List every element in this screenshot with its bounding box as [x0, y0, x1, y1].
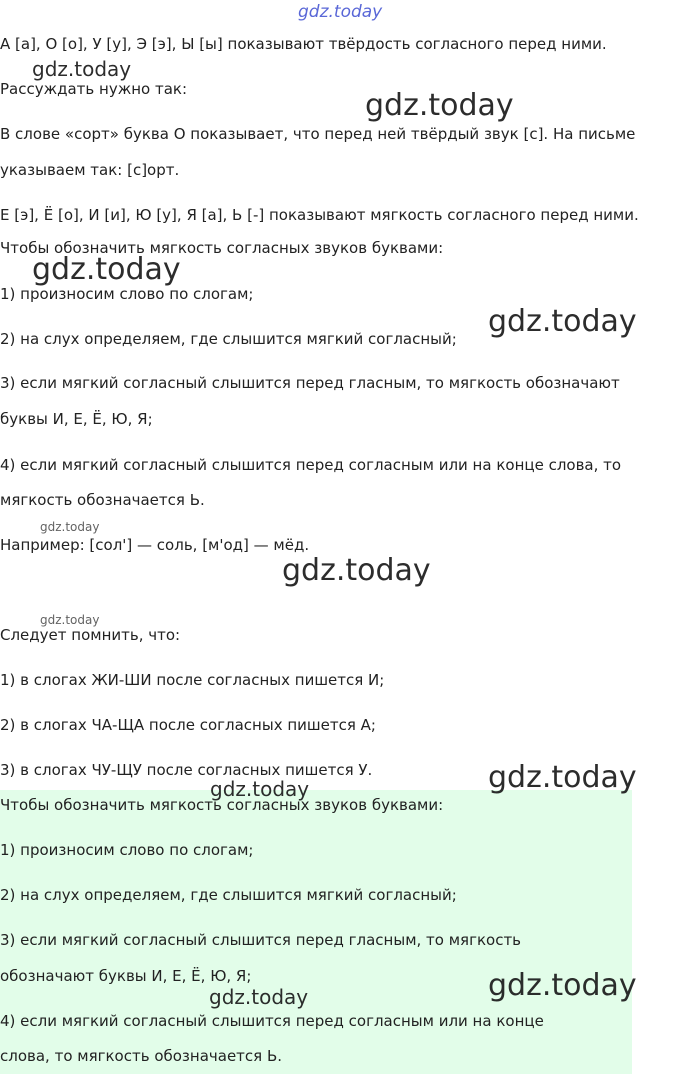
watermark: gdz.today	[40, 613, 100, 627]
text-line: Следует помнить, что:	[0, 626, 181, 644]
text-line: 1) произносим слово по слогам;	[0, 285, 254, 303]
text-line: А [а], О [о], У [у], Э [э], Ы [ы] показывают твёрдость согласного перед ними.	[0, 35, 607, 53]
watermark: gdz.today	[32, 252, 181, 287]
text-line: Е [э], Ё [о], И [и], Ю [у], Я [а], Ь [-] показывают мягкость согласного перед ними.	[0, 206, 639, 224]
highlight-line: обозначают буквы И, Е, Ё, Ю, Я;	[0, 967, 252, 985]
highlight-line: слова, то мягкость обозначается Ь.	[0, 1047, 283, 1065]
text-line: 3) если мягкий согласный слышится перед гласным, то мягкость обозначают	[0, 374, 620, 392]
text-line: 4) если мягкий согласный слышится перед согласным или на конце слова, то	[0, 456, 622, 474]
text-line: Чтобы обозначить мягкость согласных звуков буквами:	[0, 239, 444, 257]
watermark: gdz.today	[488, 968, 637, 1003]
watermark: gdz.today	[488, 304, 637, 339]
text-line: мягкость обозначается Ь.	[0, 491, 205, 509]
watermark: gdz.today	[365, 88, 514, 123]
watermark: gdz.today	[488, 760, 637, 795]
text-line: буквы И, Е, Ё, Ю, Я;	[0, 410, 153, 428]
text-line: 3) в слогах ЧУ-ЩУ после согласных пишется У.	[0, 761, 373, 779]
text-line: 2) на слух определяем, где слышится мягкий согласный;	[0, 330, 457, 348]
text-line: указываем так: [с]орт.	[0, 161, 180, 179]
text-line: Рассуждать нужно так:	[0, 80, 188, 98]
highlight-line: 4) если мягкий согласный слышится перед согласным или на конце	[0, 1012, 544, 1030]
watermark: gdz.today	[298, 2, 383, 22]
text-line: В слове «сорт» буква О показывает, что перед ней твёрдый звук [с]. На письме	[0, 125, 636, 143]
watermark: gdz.today	[40, 520, 100, 534]
highlight-line: 2) на слух определяем, где слышится мягкий согласный;	[0, 886, 457, 904]
text-line: 1) в слогах ЖИ-ШИ после согласных пишется И;	[0, 671, 385, 689]
highlight-line: Чтобы обозначить мягкость согласных звуков буквами:	[0, 796, 444, 814]
text-line: Например: [сол'] — соль, [м'од] — мёд.	[0, 536, 310, 554]
highlight-line: 3) если мягкий согласный слышится перед гласным, то мягкость	[0, 931, 522, 949]
text-line: 2) в слогах ЧА-ЩА после согласных пишется А;	[0, 716, 376, 734]
watermark: gdz.today	[210, 777, 310, 801]
highlight-line: 1) произносим слово по слогам;	[0, 841, 254, 859]
watermark: gdz.today	[209, 985, 309, 1009]
watermark: gdz.today	[32, 57, 132, 81]
watermark: gdz.today	[282, 553, 431, 588]
